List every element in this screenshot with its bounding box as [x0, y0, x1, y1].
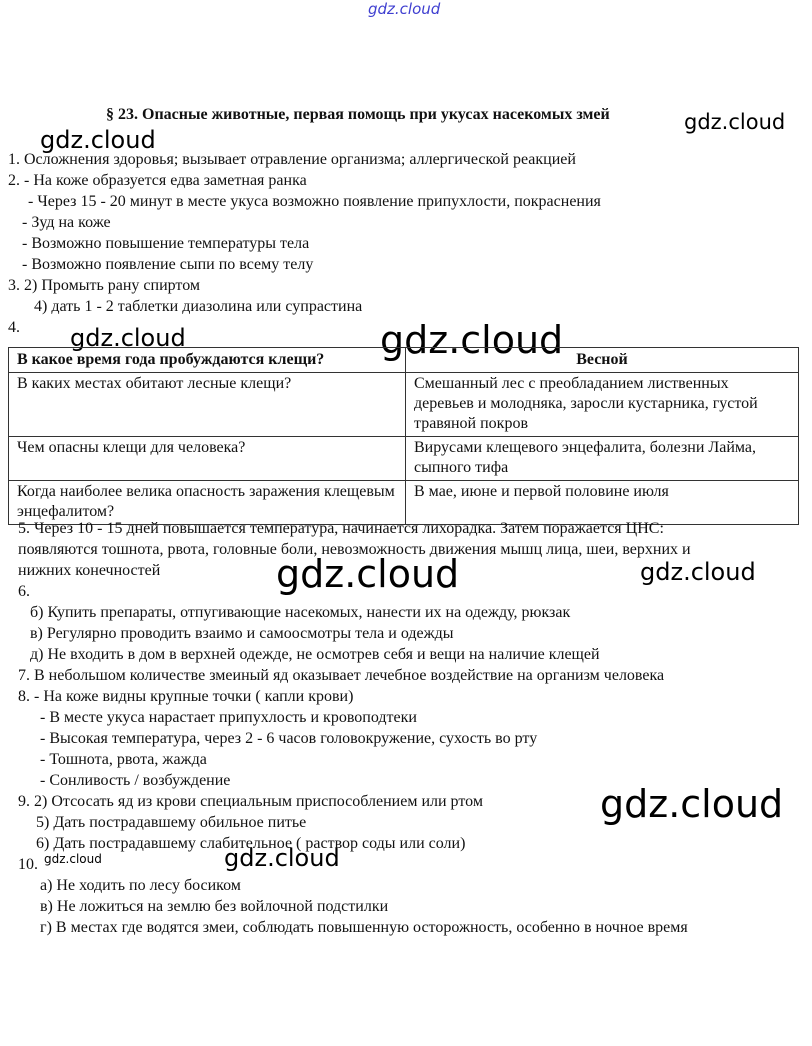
- table-row: [9, 437, 799, 481]
- watermark: gdz.cloud: [276, 552, 460, 596]
- table-row: [9, 373, 799, 437]
- watermark-top: gdz.cloud: [368, 0, 441, 18]
- table-cell-answer: Вирусами клещевого энцефалита, болезни Лайма, сыпного тифа: [406, 437, 799, 481]
- table-row: [9, 481, 799, 525]
- watermark: gdz.cloud: [70, 324, 186, 352]
- answer-line: 5) Дать пострадавшему обильное питье: [36, 814, 307, 831]
- answer-line: а) Не ходить по лесу босиком: [40, 877, 241, 894]
- answer-line: 7. В небольшом количестве змеиный яд оказывает лечебное воздействие на организм человека: [18, 667, 665, 684]
- answer-line: в) Регулярно проводить взаимо и самоосмотры тела и одежды: [30, 625, 454, 642]
- answer-line: - Возможно появление сыпи по всему телу: [22, 256, 314, 273]
- answer-line: нижних конечностей: [18, 562, 161, 579]
- answer-line: 3. 2) Промыть рану спиртом: [8, 277, 201, 294]
- table-cell-answer: В мае, июне и первой половине июля: [406, 481, 799, 525]
- watermark: gdz.cloud: [44, 852, 102, 866]
- answer-line: 10.: [18, 856, 38, 873]
- watermark: gdz.cloud: [640, 558, 756, 586]
- watermark: gdz.cloud: [224, 844, 340, 872]
- watermark: gdz.cloud: [684, 110, 786, 134]
- answer-line: 6) Дать пострадавшему слабительное ( раствор соды или соли): [36, 835, 466, 852]
- answer-line: - Через 15 - 20 минут в месте укуса возможно появление припухлости, покраснения: [28, 193, 601, 210]
- table-header-answer: Весной: [406, 348, 799, 373]
- answer-line: 8. - На коже видны крупные точки ( капли крови): [18, 688, 354, 705]
- answer-line: д) Не входить в дом в верхней одежде, не осмотрев себя и вещи на наличие клещей: [30, 646, 600, 663]
- answer-line: 9. 2) Отсосать яд из крови специальным приспособлением или ртом: [18, 793, 483, 810]
- answer-line: 4) дать 1 - 2 таблетки диазолина или супрастина: [34, 298, 363, 315]
- answer-line: 2. - На коже образуется едва заметная ранка: [8, 172, 307, 189]
- table-cell-question: Чем опасны клещи для человека?: [9, 437, 406, 481]
- answer-line: - Возможно повышение температуры тела: [22, 235, 310, 252]
- watermark: gdz.cloud: [40, 126, 156, 154]
- table-header-question: В какое время года пробуждаются клещи?: [9, 348, 406, 373]
- answer-line: г) В местах где водятся змеи, соблюдать повышенную осторожность, особенно в ночное время: [40, 919, 688, 936]
- table-header-row: [9, 348, 799, 373]
- table-cell-question: В каких местах обитают лесные клещи?: [9, 373, 406, 437]
- answer-line: появляются тошнота, рвота, головные боли, невозможность движения мышц лица, шеи, верхних и: [18, 541, 691, 558]
- watermark: gdz.cloud: [380, 318, 564, 362]
- answer-line: б) Купить препараты, отпугивающие насекомых, нанести их на одежду, рюкзак: [30, 604, 571, 621]
- ticks-table: [8, 347, 799, 525]
- answer-line: 5. Через 10 - 15 дней повышается температура, начинается лихорадка. Затем поражается ЦНС:: [18, 520, 664, 537]
- page-title: § 23. Опасные животные, первая помощь при укусах насекомых змей: [106, 106, 610, 123]
- answer-line: - Тошнота, рвота, жажда: [40, 751, 207, 768]
- table-cell-answer: Смешанный лес с преобладанием лиственных деревьев и молодняка, заросли кустарника, густой травяной покров: [406, 373, 799, 437]
- answer-line: 6.: [18, 583, 30, 600]
- answer-line: - В месте укуса нарастает припухлость и кровоподтеки: [40, 709, 417, 726]
- answer-line: - Высокая температура, через 2 - 6 часов головокружение, сухость во рту: [40, 730, 538, 747]
- answer-line: 4.: [8, 319, 20, 336]
- answer-line: - Зуд на коже: [22, 214, 111, 231]
- answer-line: в) Не ложиться на землю без войлочной подстилки: [40, 898, 389, 915]
- table-cell-question: Когда наиболее велика опасность заражения клещевым энцефалитом?: [9, 481, 406, 525]
- answer-line: - Сонливость / возбуждение: [40, 772, 231, 789]
- answer-line: 1. Осложнения здоровья; вызывает отравление организма; аллергической реакцией: [8, 151, 576, 168]
- watermark: gdz.cloud: [600, 782, 784, 826]
